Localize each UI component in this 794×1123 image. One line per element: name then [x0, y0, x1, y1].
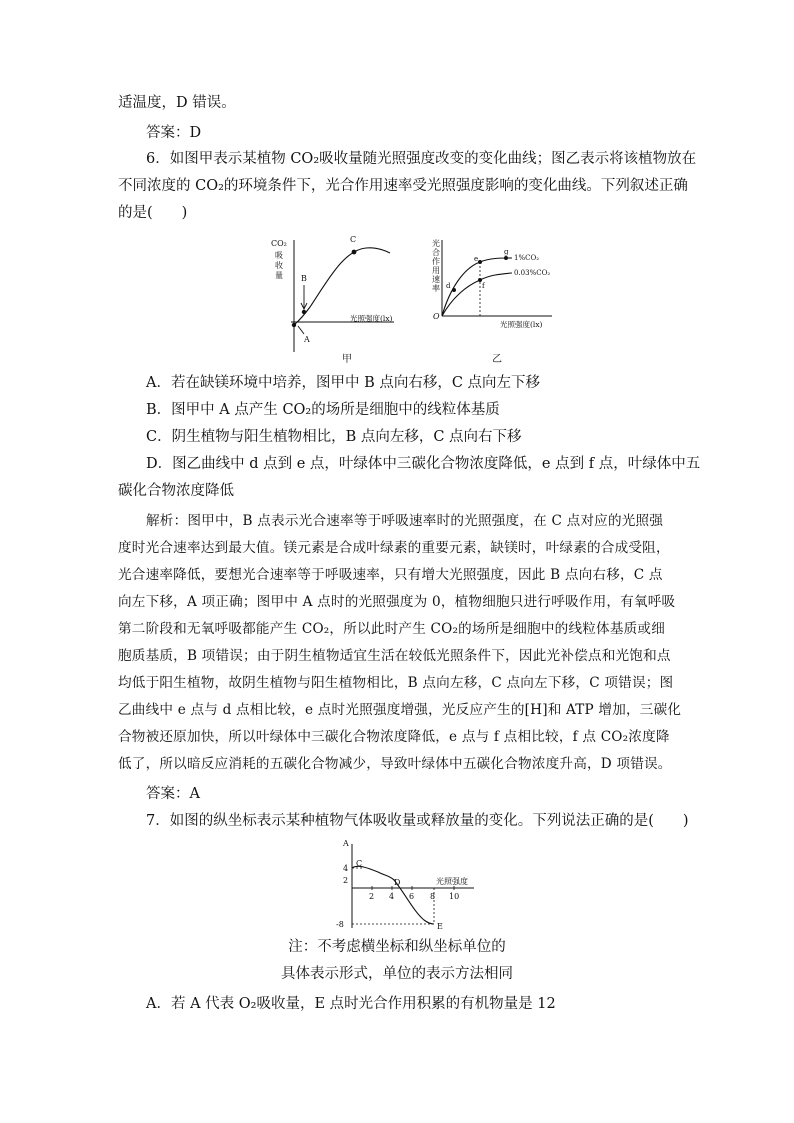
- point-a: [292, 323, 296, 327]
- y-label-4: 用: [432, 266, 440, 275]
- curve-1pct-co2: [442, 258, 512, 316]
- label-a: A: [304, 335, 310, 344]
- label-g: g: [504, 248, 509, 256]
- y-label-2: 吸: [275, 251, 283, 260]
- label-d: D: [394, 878, 401, 887]
- point-d: [452, 288, 456, 292]
- y-axis-label: A: [343, 839, 349, 848]
- y-label-6: 率: [432, 284, 440, 293]
- x-label: 光照强度(lx): [350, 314, 393, 323]
- answer-line: 答案：A: [146, 786, 200, 802]
- y-label-4: 量: [275, 271, 283, 280]
- q6-stem-line2: 不同浓度的 CO₂的环境条件下，光合作用速率受光照强度影响的变化曲线。下列叙述正确: [118, 178, 688, 194]
- label-e: e: [474, 255, 479, 263]
- explanation-line: 向左下移，A 项正确；图甲中 A 点时的光照强度为 0，植物细胞只进行呼吸作用，有氧呼吸: [118, 594, 676, 610]
- y-tick-4: 4: [343, 864, 349, 873]
- explanation-line: 均低于阳生植物，故阴生植物与阳生植物相比，B 点向左移，C 点向左下移，C 项错误；图: [118, 675, 674, 691]
- point-e: [478, 260, 482, 264]
- text-line: 适温度，D 错误。: [118, 95, 236, 111]
- legend-003pct: 0.03%CO₂: [514, 269, 551, 277]
- explanation-line: 合物被还原加快，所以叶绿体中三碳化合物浓度降低，e 点与 f 点相比较，f 点 CO₂浓度降: [118, 729, 670, 745]
- figure-note-line1: 注：不考虑横坐标和纵坐标单位的: [288, 939, 506, 955]
- legend-1pct: 1%CO₂: [514, 254, 540, 262]
- point-b: [302, 310, 306, 314]
- caption-yi: 乙: [492, 354, 502, 365]
- figure-q7: [334, 836, 484, 934]
- origin-label: O: [433, 312, 440, 321]
- label-d: d: [446, 282, 451, 290]
- y-label-1: 光: [432, 239, 440, 248]
- q6-option-d-line1: D．图乙曲线中 d 点到 e 点，叶绿体中三碳化合物浓度降低，e 点到 f 点，叶绿体中五: [146, 456, 701, 472]
- label-c: C: [356, 859, 363, 868]
- y-label-3: 收: [275, 261, 283, 270]
- y-tick-2: 2: [343, 876, 349, 885]
- explanation-line: 第二阶段和无氧呼吸都能产生 CO₂，所以此时产生 CO₂的场所是细胞中的线粒体基质或细: [118, 621, 666, 637]
- y-label-2: 合: [432, 248, 440, 257]
- figure-note-line2: 具体表示形式，单位的表示方法相同: [281, 966, 513, 982]
- explanation-line: 解析：图甲中，B 点表示光合速率等于呼吸速率时的光照强度，在 C 点对应的光照强: [146, 513, 664, 529]
- x-label: 光照强度: [436, 877, 468, 886]
- explanation-line: 胞质基质，B 项错误；由于阴生植物适宜生活在较低光照条件下，因此光补偿点和光饱和点: [118, 648, 671, 664]
- x-tick-4: 4: [389, 892, 395, 901]
- q7-stem: 7．如图的纵坐标表示某种植物气体吸收量或释放量的变化。下列说法正确的是( ): [146, 813, 689, 829]
- label-e: E: [437, 922, 443, 931]
- a-arrow: [298, 326, 304, 334]
- y-label-5: 速: [432, 275, 440, 284]
- explanation-line: 乙曲线中 e 点与 d 点相比较，e 点时光照强度增强，光反应产生的[H]和 ATP 增加，三碳化: [118, 702, 682, 718]
- y-tick-neg8: -8: [336, 920, 344, 929]
- y-label-1: CO₂: [271, 239, 287, 248]
- q7-option-a: A．若 A 代表 O₂吸收量，E 点时光合作用积累的有机物量是 12: [146, 996, 556, 1012]
- explanation-line: 光合速率降低，要想光合速率等于呼吸速率，只有增大光照强度，因此 B 点向右移，C 点: [118, 567, 663, 583]
- q6-option-a: A．若在缺镁环境中培养，图甲中 B 点向右移，C 点向左下移: [146, 375, 541, 391]
- point-c: [352, 250, 357, 255]
- y-label-3: 作: [432, 257, 440, 266]
- x-tick-10: 10: [449, 892, 460, 901]
- q6-stem-line1: 6．如图甲表示某植物 CO₂吸收量随光照强度改变的变化曲线；图乙表示将该植物放在: [146, 151, 697, 167]
- label-b: B: [301, 274, 307, 283]
- q6-option-b: B．图甲中 A 点产生 CO₂的场所是细胞中的线粒体基质: [146, 402, 500, 418]
- explanation-line: 度时光合速率达到最大值。镁元素是合成叶绿素的重要元素，缺镁时，叶绿素的合成受阻，: [118, 540, 670, 556]
- figure-yi: [420, 228, 560, 368]
- x-tick-2: 2: [369, 892, 375, 901]
- x-label: 光照强度(lx): [500, 320, 543, 329]
- caption-jia: 甲: [342, 354, 352, 365]
- q6-stem-line3: 的是( ): [118, 205, 188, 221]
- q6-option-d-line2: 碳化合物浓度降低: [118, 483, 234, 499]
- label-c: C: [350, 235, 357, 244]
- explanation-line: 低了，所以暗反应消耗的五碳化合物减少，导致叶绿体中五碳化合物浓度升高，D 项错误。: [118, 756, 672, 772]
- point-g: [504, 256, 508, 260]
- figure-jia: [262, 228, 402, 368]
- q6-option-c: C．阴生植物与阳生植物相比，B 点向左移，C 点向右下移: [146, 429, 522, 445]
- label-f: f: [482, 282, 485, 290]
- answer-line: 答案：D: [146, 125, 202, 141]
- curve-003pct-co2: [442, 273, 512, 316]
- x-tick-6: 6: [409, 892, 415, 901]
- x-tick-8: 8: [430, 892, 436, 901]
